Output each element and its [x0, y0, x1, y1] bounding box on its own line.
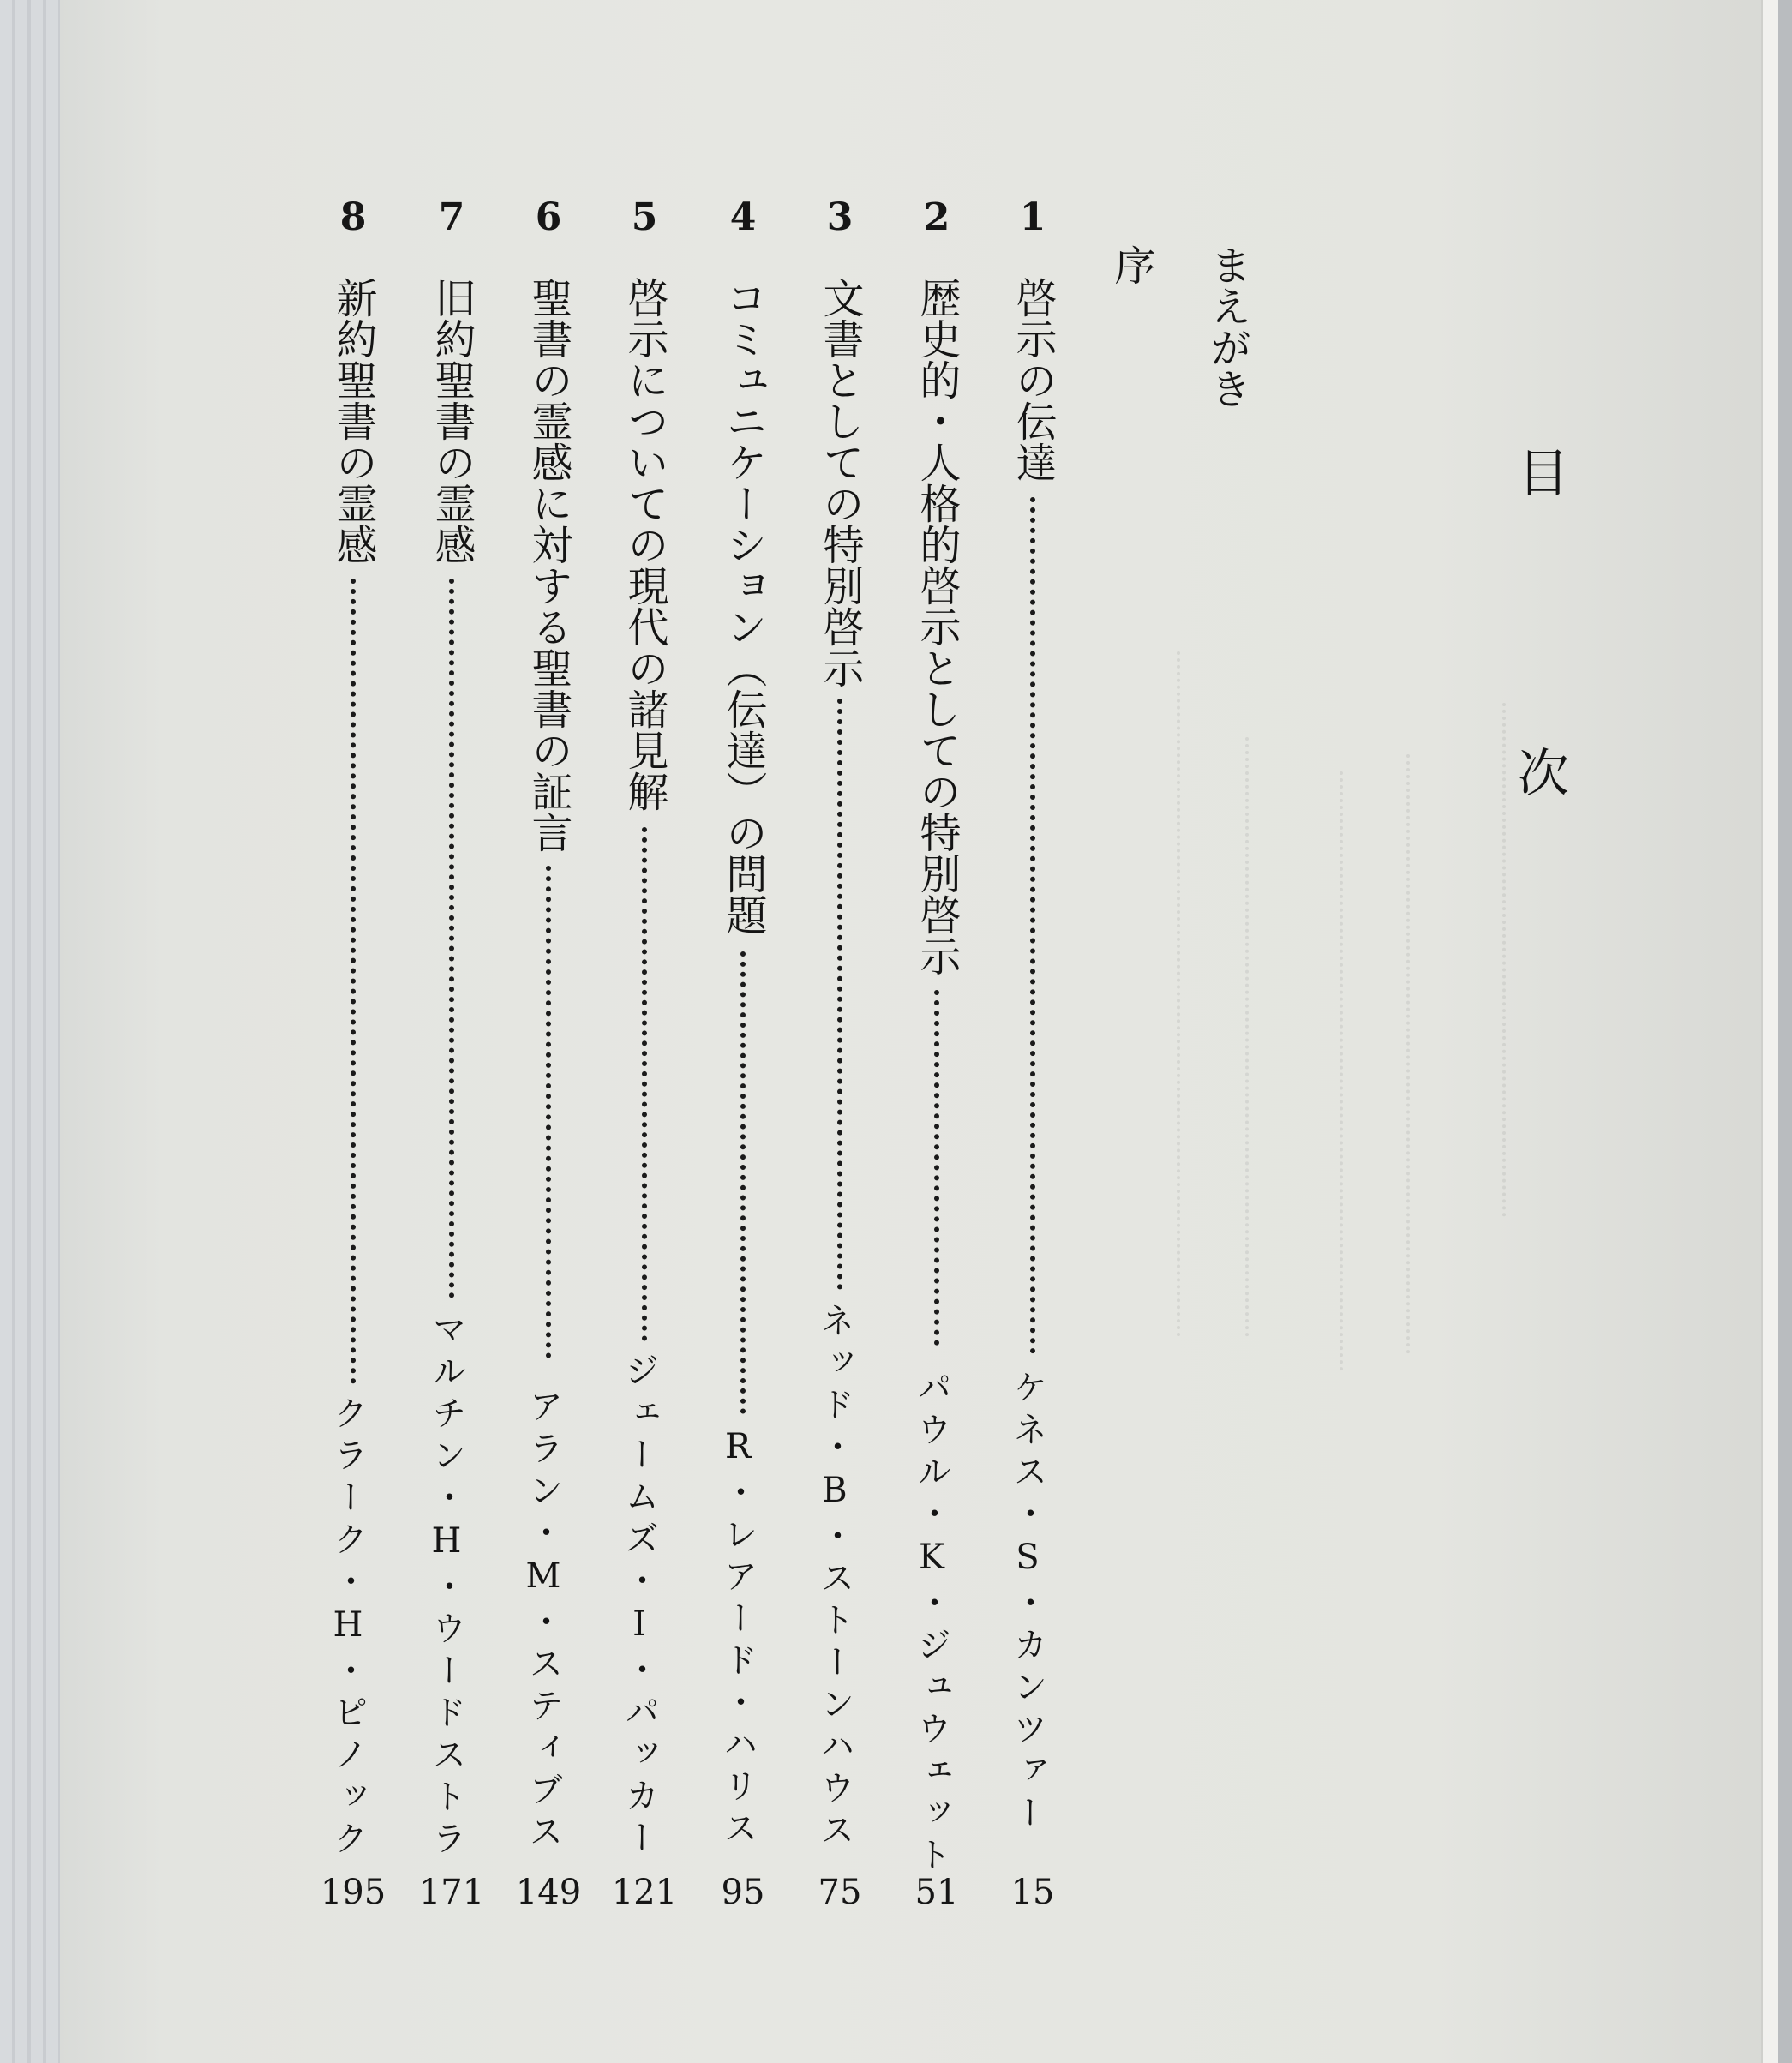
dot-leader [740, 951, 751, 1414]
chapter-author: R・レアード・ハリス [718, 1427, 758, 1852]
chapter-page-number: 75 [818, 1873, 862, 1912]
chapter-title: 旧約聖書の霊感 [428, 277, 476, 565]
chapter-title: 文書としての特別啓示 [816, 277, 864, 688]
book-page [60, 0, 1778, 2063]
chapter-title: 聖書の霊感に対する聖書の証言 [524, 277, 572, 853]
page-edge [1761, 0, 1778, 2063]
chapter-number: 8 [339, 195, 367, 239]
chapter-page-number: 95 [721, 1873, 765, 1912]
toc-entry-4 [709, 0, 777, 2063]
chapter-number: 1 [1019, 195, 1046, 239]
dot-leader [546, 866, 556, 1358]
dot-leader [934, 990, 944, 1346]
chapter-number: 4 [729, 195, 757, 239]
chapter-number: 7 [438, 195, 465, 239]
chapter-author: クラーク・H・ピノック [328, 1395, 368, 1862]
chapter-title: 啓示についての現代の諸見解 [620, 277, 668, 812]
chapter-author: パウル・K・ジュウェット [912, 1370, 951, 1879]
show-through-leader [1340, 771, 1346, 1371]
toc-entry-6 [514, 0, 583, 2063]
chapter-title: 啓示の伝達 [1009, 277, 1057, 483]
chapter-page-number: 15 [1010, 1873, 1055, 1912]
dot-leader [837, 699, 848, 1290]
chapter-author: マルチン・H・ウードストラ [427, 1311, 466, 1862]
show-through-leader [1406, 754, 1413, 1354]
toc-entry-3 [806, 0, 874, 2063]
chapter-title: 新約聖書の霊感 [329, 277, 377, 565]
show-through-leader [1177, 651, 1184, 1337]
toc-title: 目 次 [1509, 446, 1569, 891]
front-matter-preface: まえがき [1203, 244, 1251, 409]
toc-entry-5 [610, 0, 679, 2063]
chapter-author: ジェームズ・I・パッカー [620, 1352, 659, 1862]
chapter-number: 2 [923, 195, 950, 239]
dot-leader [449, 579, 459, 1298]
dot-leader [351, 579, 361, 1384]
chapter-page-number: 195 [320, 1873, 387, 1912]
chapter-page-number: 149 [515, 1873, 582, 1912]
chapter-author: ネッド・B・ストーンハウス [815, 1303, 854, 1854]
chapter-author: アラン・M・スティブス [524, 1388, 563, 1856]
toc-entry-1 [998, 0, 1067, 2063]
chapter-number: 3 [826, 195, 854, 239]
chapter-page-number: 171 [418, 1873, 485, 1912]
show-through-leader [1245, 737, 1252, 1337]
chapter-number: 6 [535, 195, 562, 239]
chapter-page-number: 51 [914, 1873, 959, 1912]
front-matter-introduction: 序 [1107, 244, 1155, 285]
chapter-page-number: 121 [611, 1873, 678, 1912]
chapter-title: コミュニケーション（伝達）の問題 [719, 277, 767, 935]
chapter-author: ケネス・S・カンツァー [1008, 1370, 1047, 1837]
dot-leader [642, 827, 652, 1341]
dot-leader [1030, 497, 1040, 1354]
chapter-number: 5 [631, 195, 658, 239]
toc-entry-2 [902, 0, 971, 2063]
toc-entry-8 [319, 0, 387, 2063]
toc-entry-7 [417, 0, 486, 2063]
chapter-title: 歴史的・人格的啓示としての特別啓示 [913, 277, 961, 976]
